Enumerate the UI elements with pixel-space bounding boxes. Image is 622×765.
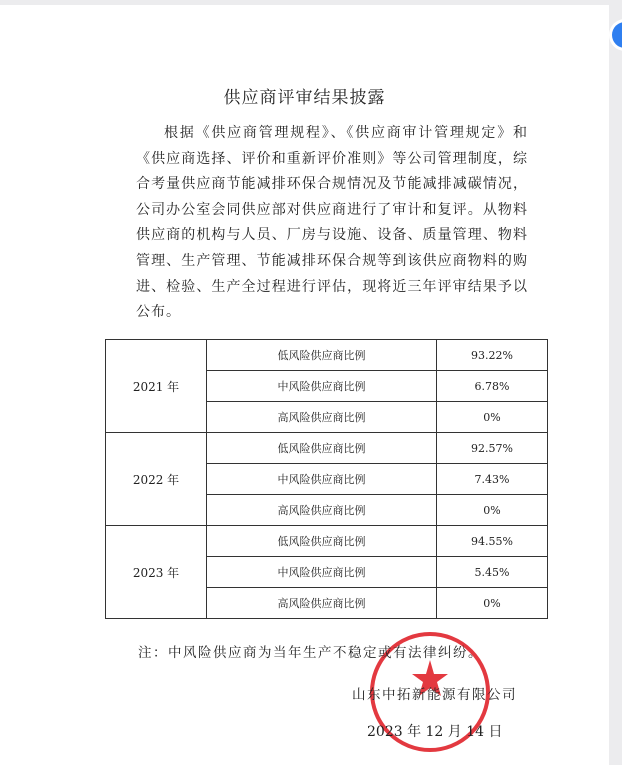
- year-cell: 2022 年: [106, 433, 207, 526]
- risk-label-cell: 高风险供应商比例: [207, 402, 437, 433]
- document-page: [0, 5, 609, 765]
- date: 2023 年 12 月 14 日: [367, 724, 503, 740]
- risk-label-cell: 中风险供应商比例: [207, 464, 437, 495]
- risk-label-cell: 高风险供应商比例: [207, 495, 437, 526]
- document-title: 供应商评审结果披露: [223, 88, 386, 108]
- ratio-value-cell: 92.57%: [437, 433, 548, 464]
- ratio-value-cell: 6.78%: [437, 371, 548, 402]
- ratio-value-cell: 94.55%: [437, 526, 548, 557]
- note: 注：中风险供应商为当年生产不稳定或有法律纠纷。: [138, 645, 483, 661]
- risk-label-cell: 低风险供应商比例: [207, 433, 437, 464]
- ratio-value-cell: 0%: [437, 588, 548, 619]
- risk-label-cell: 中风险供应商比例: [207, 371, 437, 402]
- table-row: [106, 526, 548, 557]
- body-paragraph: [136, 121, 528, 326]
- ratio-value-cell: 0%: [437, 495, 548, 526]
- company-name: 山东中拓新能源有限公司: [352, 687, 517, 703]
- risk-label-cell: 低风险供应商比例: [207, 526, 437, 557]
- results-table: [105, 339, 548, 619]
- ratio-value-cell: 93.22%: [437, 340, 548, 371]
- ratio-value-cell: 0%: [437, 402, 548, 433]
- paragraph-text: 根据《供应商管理规程》、《供应商审计管理规定》和《供应商选择、评价和重新评价准则》等公司管理制度，综合考量供应商节能减排环保合规情况及节能减排减碳情况，公司办公室会同供应部对供应商进行了审计和复评。从物料供应商的机构与人员、厂房与设施、设备、质量管理、物料管理、生产管理、节能减排环保合规等到该供应商物料的购进、检验、生产全过程进行评估，现将近三年评审结果予以公布。: [136, 125, 528, 321]
- table-row: [106, 433, 548, 464]
- year-cell: 2023 年: [106, 526, 207, 619]
- risk-label-cell: 中风险供应商比例: [207, 557, 437, 588]
- table-row: [106, 340, 548, 371]
- risk-label-cell: 高风险供应商比例: [207, 588, 437, 619]
- floating-action-button[interactable]: [612, 22, 622, 48]
- risk-label-cell: 低风险供应商比例: [207, 340, 437, 371]
- ratio-value-cell: 7.43%: [437, 464, 548, 495]
- ratio-value-cell: 5.45%: [437, 557, 548, 588]
- year-cell: 2021 年: [106, 340, 207, 433]
